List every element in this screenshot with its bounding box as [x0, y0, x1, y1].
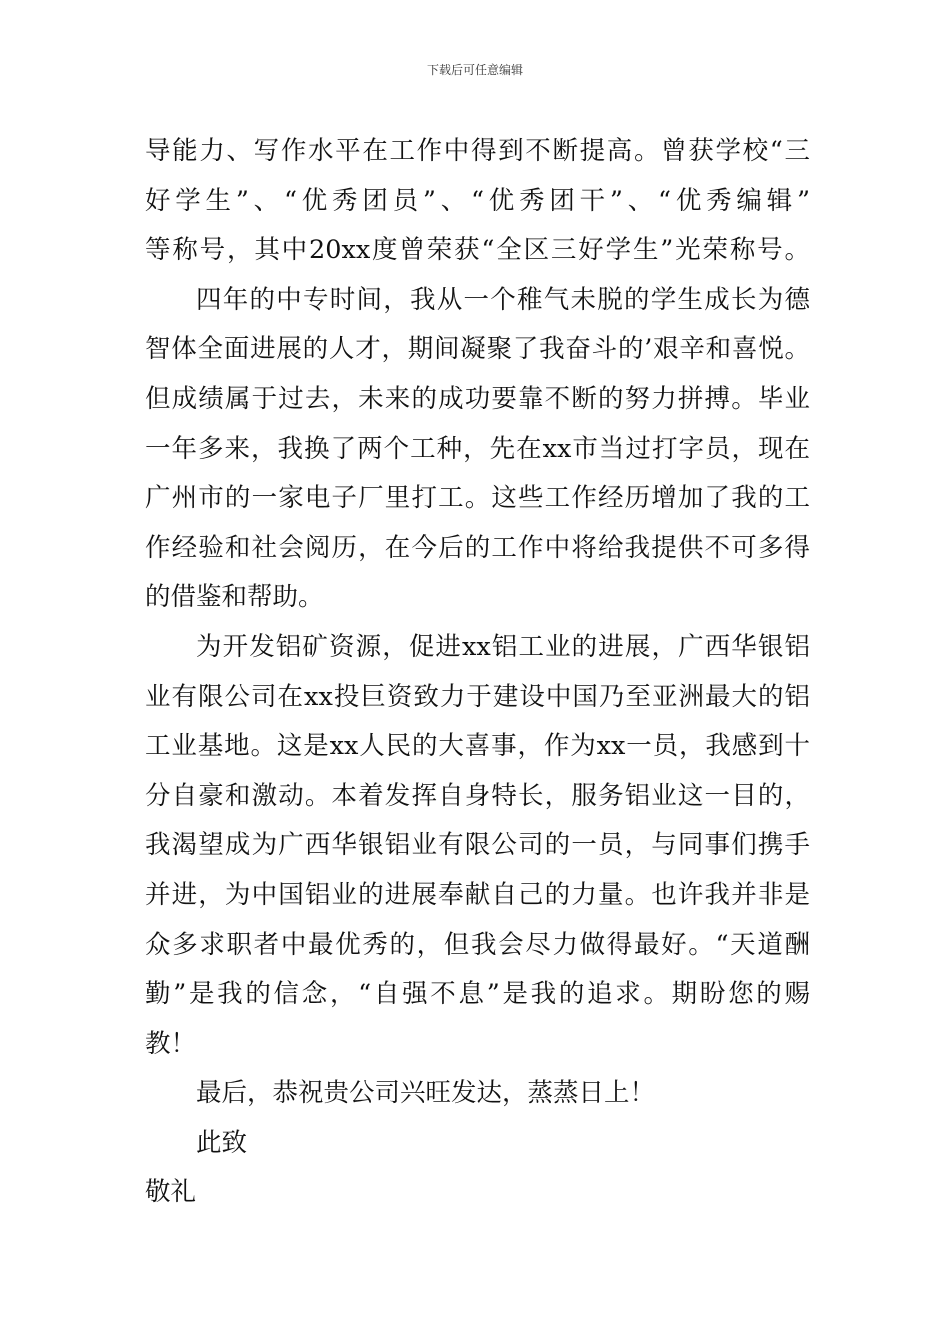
text-line: 一年多来，我换了两个工种，先在xx市当过打字员，现在	[145, 433, 810, 464]
page-header-note: 下载后可任意编辑	[426, 63, 523, 77]
text-line: 业有限公司在xx投巨资致力于建设中国乃至亚洲最大的铝	[145, 681, 810, 712]
salutation-cizhi: 此致	[196, 1127, 248, 1158]
text-line: 教！	[145, 1028, 197, 1059]
text-line: 为开发铝矿资源，促进xx铝工业的进展，广西华银铝	[196, 631, 810, 662]
text-line: 并进，为中国铝业的进展奉献自己的力量。也许我并非是	[145, 879, 810, 910]
text-line: 但成绩属于过去，未来的成功要靠不断的努力拼搏。毕业	[145, 383, 810, 414]
closing-wish: 最后，恭祝贵公司兴旺发达，蒸蒸日上！	[196, 1078, 656, 1109]
salutation-jingli: 敬礼	[145, 1177, 197, 1208]
text-line: 四年的中专时间，我从一个稚气未脱的学生成长为德	[196, 284, 810, 315]
text-line: 勤”是我的信念，“自强不息”是我的追求。期盼您的赐	[145, 979, 810, 1010]
text-line: 分自豪和激动。本着发挥自身特长，服务铝业这一目的，	[145, 780, 810, 811]
text-line: 好学生”、“优秀团员”、“优秀团干”、“优秀编辑”	[145, 185, 810, 216]
text-line: 众多求职者中最优秀的，但我会尽力做得最好。“天道酬	[145, 929, 810, 960]
text-line: 我渴望成为广西华银铝业有限公司的一员，与同事们携手	[145, 830, 810, 861]
letter-body	[145, 127, 810, 1218]
text-line: 作经验和社会阅历，在今后的工作中将给我提供不可多得	[145, 532, 810, 563]
text-line: 等称号，其中20xx度曾荣获“全区三好学生”光荣称号。	[145, 235, 810, 266]
text-line: 智体全面进展的人才，期间凝聚了我奋斗的’艰辛和喜悦。	[145, 334, 810, 365]
text-line: 导能力、写作水平在工作中得到不断提高。曾获学校“三	[145, 136, 810, 166]
text-line: 工业基地。这是xx人民的大喜事，作为xx一员，我感到十	[145, 731, 810, 762]
text-line: 的借鉴和帮助。	[145, 582, 324, 613]
text-line: 广州市的一家电子厂里打工。这些工作经历增加了我的工	[145, 483, 810, 514]
